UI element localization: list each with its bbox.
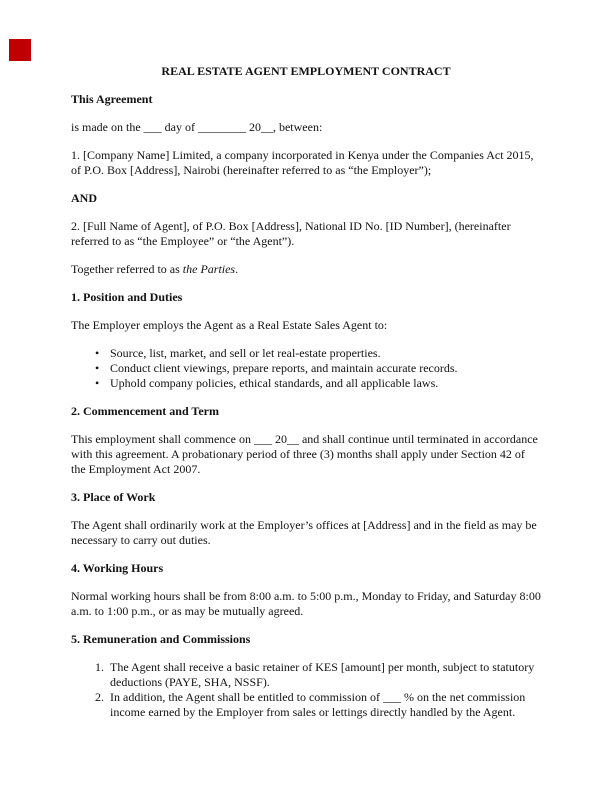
bullet-text: Uphold company policies, ethical standards, and all applicable laws. xyxy=(110,376,439,390)
made-on-line: is made on the ___ day of ________ 20__, between: xyxy=(71,120,323,134)
item-number: 1. xyxy=(95,660,104,674)
bullet-item xyxy=(71,346,541,361)
numbered-item-text: The Agent shall receive a basic retainer of KES [amount] per month, subject to statutory deductions (PAYE, SHA, NSSF). xyxy=(110,660,535,689)
document-title: REAL ESTATE AGENT EMPLOYMENT CONTRACT xyxy=(161,64,451,78)
section-3-body: The Agent shall ordinarily work at the Employer’s offices at [Address] and in the field as may be necessary to carry out duties. xyxy=(71,518,537,547)
section-4-heading: 4. Working Hours xyxy=(71,561,164,575)
numbered-item xyxy=(71,660,541,690)
together-suffix: . xyxy=(235,262,239,276)
duties-bullet-list xyxy=(71,346,541,391)
section-2-body: This employment shall commence on ___ 20__ and shall continue until terminated in accordance with this agreement. A probationary period of three (3) months shall apply under Section 42 of the Employment Act 2007. xyxy=(71,432,538,476)
party-1-paragraph: 1. [Company Name] Limited, a company incorporated in Kenya under the Companies Act 2015, of P.O. Box [Address], Nairobi (hereinafter referred to as “the Employer”); xyxy=(71,148,534,177)
section-1-body: The Employer employs the Agent as a Real Estate Sales Agent to: xyxy=(71,318,388,332)
bullet-icon: • xyxy=(95,346,100,360)
bullet-icon: • xyxy=(95,376,100,390)
remuneration-numbered-list xyxy=(71,660,541,720)
section-2-heading: 2. Commencement and Term xyxy=(71,404,219,418)
together-prefix: Together referred to as xyxy=(71,262,183,276)
numbered-item-text: In addition, the Agent shall be entitled to commission of ___ % on the net commission income earned by the Employer from sales or lettings directly handled by the Agent. xyxy=(110,690,526,719)
bullet-text: Source, list, market, and sell or let real-estate properties. xyxy=(110,346,381,360)
party-2-paragraph: 2. [Full Name of Agent], of P.O. Box [Address], National ID No. [ID Number], (hereinafter referred to as “the Employee” or “the Agent”). xyxy=(71,219,511,248)
bullet-item xyxy=(71,376,541,391)
bullet-item xyxy=(71,361,541,376)
together-line xyxy=(71,262,541,277)
and-label: AND xyxy=(71,191,97,205)
section-1-heading: 1. Position and Duties xyxy=(71,290,183,304)
section-3-heading: 3. Place of Work xyxy=(71,490,156,504)
section-5-heading: 5. Remuneration and Commissions xyxy=(71,632,251,646)
numbered-item xyxy=(71,690,541,720)
bullet-text: Conduct client viewings, prepare reports, and maintain accurate records. xyxy=(110,361,458,375)
section-4-body: Normal working hours shall be from 8:00 a.m. to 5:00 p.m., Monday to Friday, and Saturday 8:00 a.m. to 1:00 p.m., or as may be mutually agreed. xyxy=(71,589,541,618)
item-number: 2. xyxy=(95,690,104,704)
agreement-heading: This Agreement xyxy=(71,92,153,106)
together-parties-italic: the Parties xyxy=(182,262,236,276)
bullet-icon: • xyxy=(95,361,100,375)
red-corner-marker xyxy=(9,39,31,61)
